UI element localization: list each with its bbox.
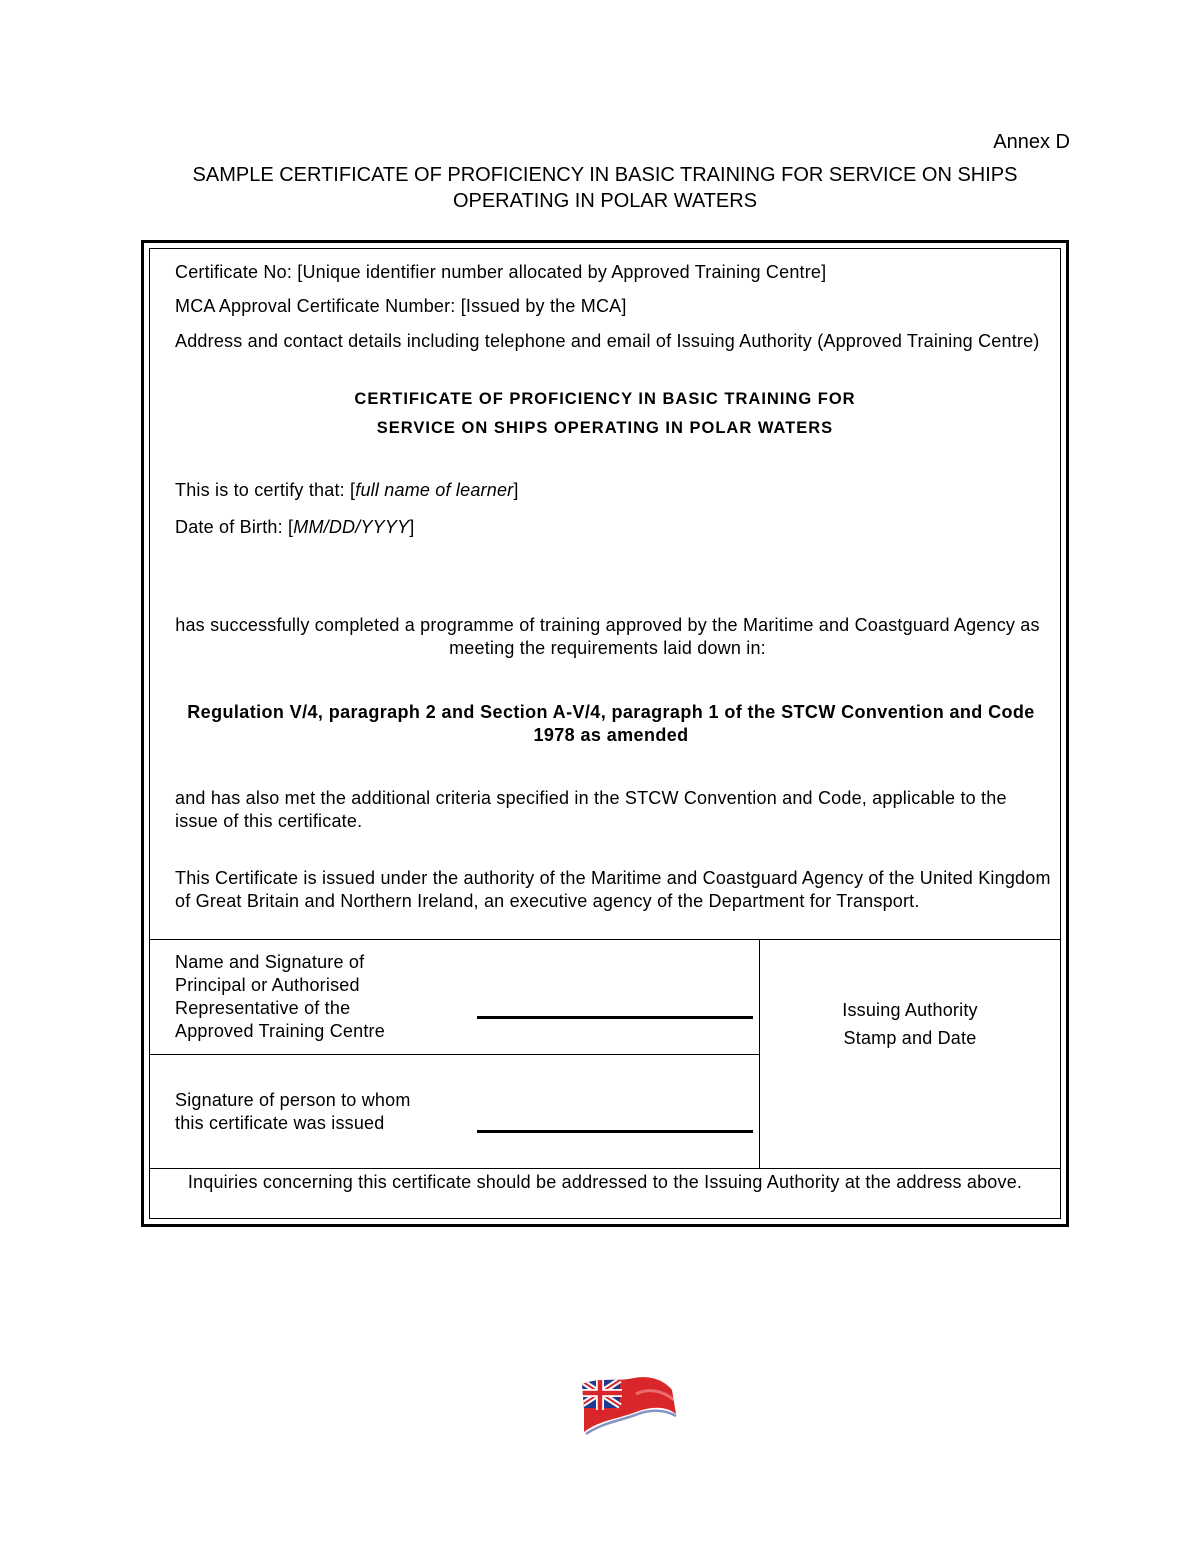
signature-area	[150, 939, 1060, 1169]
dob-prefix: Date of Birth: [	[175, 517, 294, 537]
learner-name-placeholder: full name of learner	[355, 480, 514, 500]
regulation-reference: Regulation V/4, paragraph 2 and Section A-V/4, paragraph 1 of the STCW Convention and Code 1978 as amended	[187, 702, 1035, 745]
certificate-body	[150, 249, 1060, 939]
principal-signature-line[interactable]	[477, 1016, 753, 1019]
authority-statement: This Certificate is issued under the authority of the Maritime and Coastguard Agency of the United Kingdom of Great Britain and Northern Ireland, an executive agency of the Department for Transport.	[175, 868, 1051, 911]
issuing-authority-stamp-box	[760, 940, 1060, 1169]
certificate-heading-line-2: SERVICE ON SHIPS OPERATING IN POLAR WATERS	[376, 419, 834, 437]
document-title	[140, 162, 1070, 214]
date-of-birth	[175, 516, 1052, 539]
completion-statement: has successfully completed a programme of training approved by the Maritime and Coastguard Agency as meeting the requirements laid down in:	[175, 615, 1040, 658]
certificate-inner-frame	[149, 248, 1061, 1219]
certify-statement	[175, 479, 1052, 502]
certify-prefix: This is to certify that: [	[175, 480, 356, 500]
principal-signature-label	[175, 951, 385, 1043]
certificate-number: Certificate No: [Unique identifier number allocated by Approved Training Centre]	[175, 262, 827, 282]
mca-approval-number: MCA Approval Certificate Number: [Issued by the MCA]	[175, 296, 627, 316]
holder-signature-label	[175, 1089, 411, 1135]
document-title-line-2: OPERATING IN POLAR WATERS	[452, 190, 758, 212]
principal-label-line-2: Principal or Authorised	[175, 975, 360, 995]
holder-signature-line[interactable]	[477, 1130, 753, 1133]
signature-left-column	[150, 940, 760, 1169]
additional-criteria: and has also met the additional criteria specified in the STCW Convention and Code, applicable to the issue of this certificate.	[175, 788, 1007, 831]
certificate-heading-line-1: CERTIFICATE OF PROFICIENCY IN BASIC TRAINING FOR	[354, 390, 856, 408]
annex-label: Annex D	[993, 131, 1070, 153]
red-ensign-flag-icon	[578, 1374, 678, 1438]
document-title-line-1: SAMPLE CERTIFICATE OF PROFICIENCY IN BASIC TRAINING FOR SERVICE ON SHIPS	[192, 164, 1018, 186]
principal-label-line-1: Name and Signature of	[175, 952, 365, 972]
certificate-outer-frame	[141, 240, 1069, 1227]
principal-label-line-4: Approved Training Centre	[175, 1021, 385, 1041]
certify-suffix: ]	[513, 480, 519, 500]
dob-suffix: ]	[409, 517, 415, 537]
issuing-authority-address: Address and contact details including telephone and email of Issuing Authority (Approved Training Centre)	[175, 331, 1040, 351]
stamp-label	[760, 996, 1060, 1052]
holder-label-line-1: Signature of person to whom	[175, 1090, 411, 1110]
principal-label-line-3: Representative of the	[175, 998, 351, 1018]
stamp-label-line-2: Stamp and Date	[843, 1028, 977, 1048]
inquiries-note: Inquiries concerning this certificate should be addressed to the Issuing Authority at the address above.	[150, 1168, 1060, 1218]
dob-placeholder: MM/DD/YYYY	[293, 517, 410, 537]
principal-signature-row	[150, 940, 759, 1055]
stamp-label-line-1: Issuing Authority	[842, 1000, 978, 1020]
holder-label-line-2: this certificate was issued	[175, 1113, 385, 1133]
